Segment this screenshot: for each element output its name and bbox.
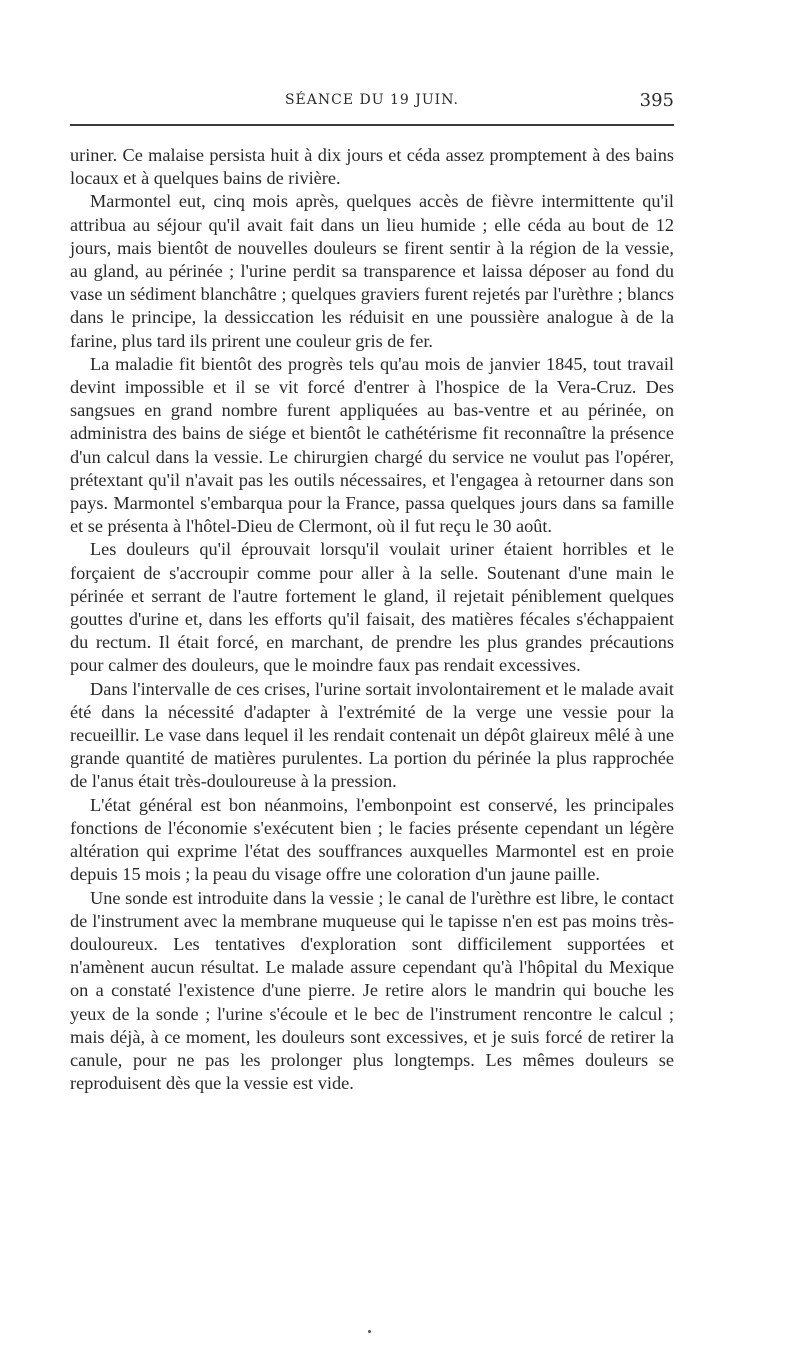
paragraph: L'état général est bon néanmoins, l'embonpoint est conservé, les principales fonctions de l'économie s'exécutent bien ; le facies présente cependant un légère altération qui exprime l'état des souffrances auxquelles Marmontel est en proie depuis 15 mois ; la peau du visage offre une coloration d'un jaune paille. bbox=[70, 794, 674, 885]
header-rule bbox=[70, 124, 674, 126]
body-text bbox=[70, 144, 674, 1095]
paragraph: Les douleurs qu'il éprouvait lorsqu'il voulait uriner étaient horribles et le forçaient de s'accroupir comme pour aller à la selle. Soutenant d'une main le périnée et serrant de l'autre fortement le gland, il rejetait péniblement quelques gouttes d'urine et, dans les efforts qu'il faisait, des matières fécales s'échappaient du rectum. Il était forcé, en marchant, de prendre les plus grandes précautions pour calmer des douleurs, que le moindre faux pas rendait excessives. bbox=[70, 539, 674, 676]
paragraph: Marmontel eut, cinq mois après, quelques accès de fièvre intermittente qu'il attribua au séjour qu'il avait fait dans un lieu humide ; elle céda au bout de 12 jours, mais bientôt de nouvelles douleurs se firent sentir à la région de la vessie, au gland, au périnée ; l'urine perdit sa transparence et laissa déposer au fond du vase un sédiment blanchâtre ; quelques graviers furent rejetés par l'urèthre ; blancs dans le principe, la dessiccation les réduisit en une poussière analogue à de la farine, plus tard ils prirent une couleur gris de fer. bbox=[70, 191, 674, 351]
running-title: SÉANCE DU 19 JUIN. bbox=[284, 92, 460, 108]
paragraph: Une sonde est introduite dans la vessie ; le canal de l'urèthre est libre, le contact de l'instrument avec la membrane muqueuse qui le tapisse n'en est pas moins très-douloureux. Les tentatives d'exploration sont difficilement supportées et n'amènent aucun résultat. Le malade assure cependant qu'à l'hôpital du Mexique on a constaté l'existence d'une pierre. Je retire alors le mandrin qui bouche les yeux de la sonde ; l'urine s'écoule et le bec de l'instrument rencontre le calcul ; mais déjà, à ce moment, les douleurs sont excessives, et je suis forcé de retirer la canule, pour ne pas les prolonger plus longtemps. Les mêmes douleurs se reproduisent dès que la vessie est vide. bbox=[70, 887, 674, 1094]
page-number: 395 bbox=[639, 90, 674, 111]
paragraph: uriner. Ce malaise persista huit à dix jours et céda assez promptement à des bains locaux et à quelques bains de rivière. bbox=[70, 145, 674, 189]
running-header bbox=[70, 90, 674, 114]
print-speck bbox=[368, 1330, 371, 1333]
paragraph: Dans l'intervalle de ces crises, l'urine sortait involontairement et le malade avait été dans la nécessité d'adapter à l'extrémité de la verge une vessie pour la recueillir. Le vase dans lequel il les rendait contenait un dépôt glaireux mêlé à une grande quantité de matières purulentes. La portion du périnée la plus rapprochée de l'anus était très-douloureuse à la pression. bbox=[70, 678, 674, 792]
paragraph: La maladie fit bientôt des progrès tels qu'au mois de janvier 1845, tout travail devint impossible et il se vit forcé d'entrer à l'hospice de la Vera-Cruz. Des sangsues en grand nombre furent appliquées au bas-ventre et au périnée, on administra des bains de siége et bientôt le cathétérisme fit reconnaître la présence d'un calcul dans la vessie. Le chirurgien chargé du service ne voulut pas l'opérer, prétextant qu'il n'avait pas les outils nécessaires, et l'engagea à retourner dans son pays. Marmontel s'embarqua pour la France, passa quelques jours dans sa famille et se présenta à l'hôtel-Dieu de Clermont, où il fut reçu le 30 août. bbox=[70, 353, 674, 537]
